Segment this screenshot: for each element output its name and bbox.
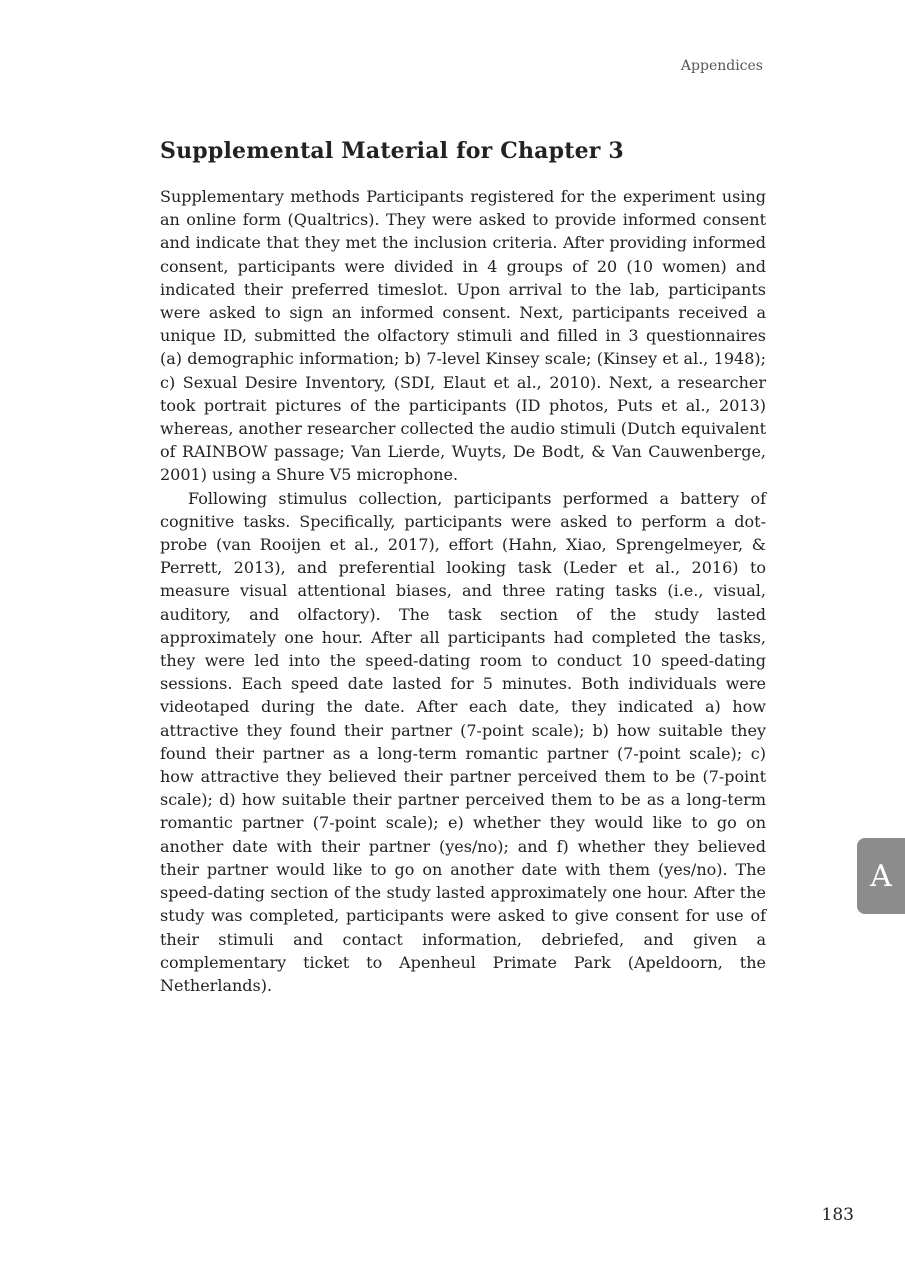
paragraph-stimulus-collection: Following stimulus collection, participants performed a battery of cognitive tasks. Specifically, participants were asked to perform a dot-probe (van Rooijen et al., 2017), effort (Hahn, Xiao, Sprengelmeyer, & Perrett, 2013), and preferential looking task (Leder et al., 2016) to measure visual attentional biases, and three rating tasks (i.e., visual, auditory, and olfactory). The task section of the study lasted approximately one hour. After all participants had completed the tasks, they were led into the speed-dating room to conduct 10 speed-dating sessions. Each speed date lasted for 5 minutes. Both individuals were videotaped during the date. After each date, they indicated a) how attractive they found their partner (7-point scale); b) how suitable they found their partner as a long-term romantic partner (7-point scale); c) how attractive they believed their partner perceived them to be (7-point scale); d) how suitable their partner perceived them to be as a long-term romantic partner (7-point scale); e) whether they would like to go on another date with their partner (yes/no); and f) whether they believed their partner would like to go on another date with them (yes/no). The speed-dating section of the study lasted approximately one hour. After the study was completed, participants were asked to give consent for use of their stimuli and contact information, debriefed, and given a complementary ticket to Apenheul Primate Park (Apeldoorn, the Netherlands). bbox=[160, 488, 766, 995]
paragraph-supplementary-methods: Supplementary methods Participants registered for the experiment using an online form (Qualtrics). They were asked to provide informed consent and indicate that they met the inclusion criteria. After providing informed consent, participants were divided in 4 groups of 20 (10 women) and indicated their preferred timeslot. Upon arrival to the lab, participants were asked to sign an informed consent. Next, participants received a unique ID, submitted the olfactory stimuli and filled in 3 questionnaires (a) demographic information; b) 7-level Kinsey scale; (Kinsey et al., 1948); c) Sexual Desire Inventory, (SDI, Elaut et al., 2010). Next, a researcher took portrait pictures of the participants (ID photos, Puts et al., 2013) whereas, another researcher collected the audio stimuli (Dutch equivalent of RAINBOW passage; Van Lierde, Wuyts, De Bodt, & Van Cauwenberge, 2001) using a Shure V5 microphone. bbox=[160, 187, 766, 485]
page-number: 183 bbox=[821, 1205, 854, 1225]
running-header: Appendices bbox=[680, 58, 763, 74]
appendix-thumb-tab: A bbox=[857, 838, 905, 914]
chapter-title: Supplemental Material for Chapter 3 bbox=[160, 138, 624, 164]
body-text bbox=[160, 185, 766, 997]
